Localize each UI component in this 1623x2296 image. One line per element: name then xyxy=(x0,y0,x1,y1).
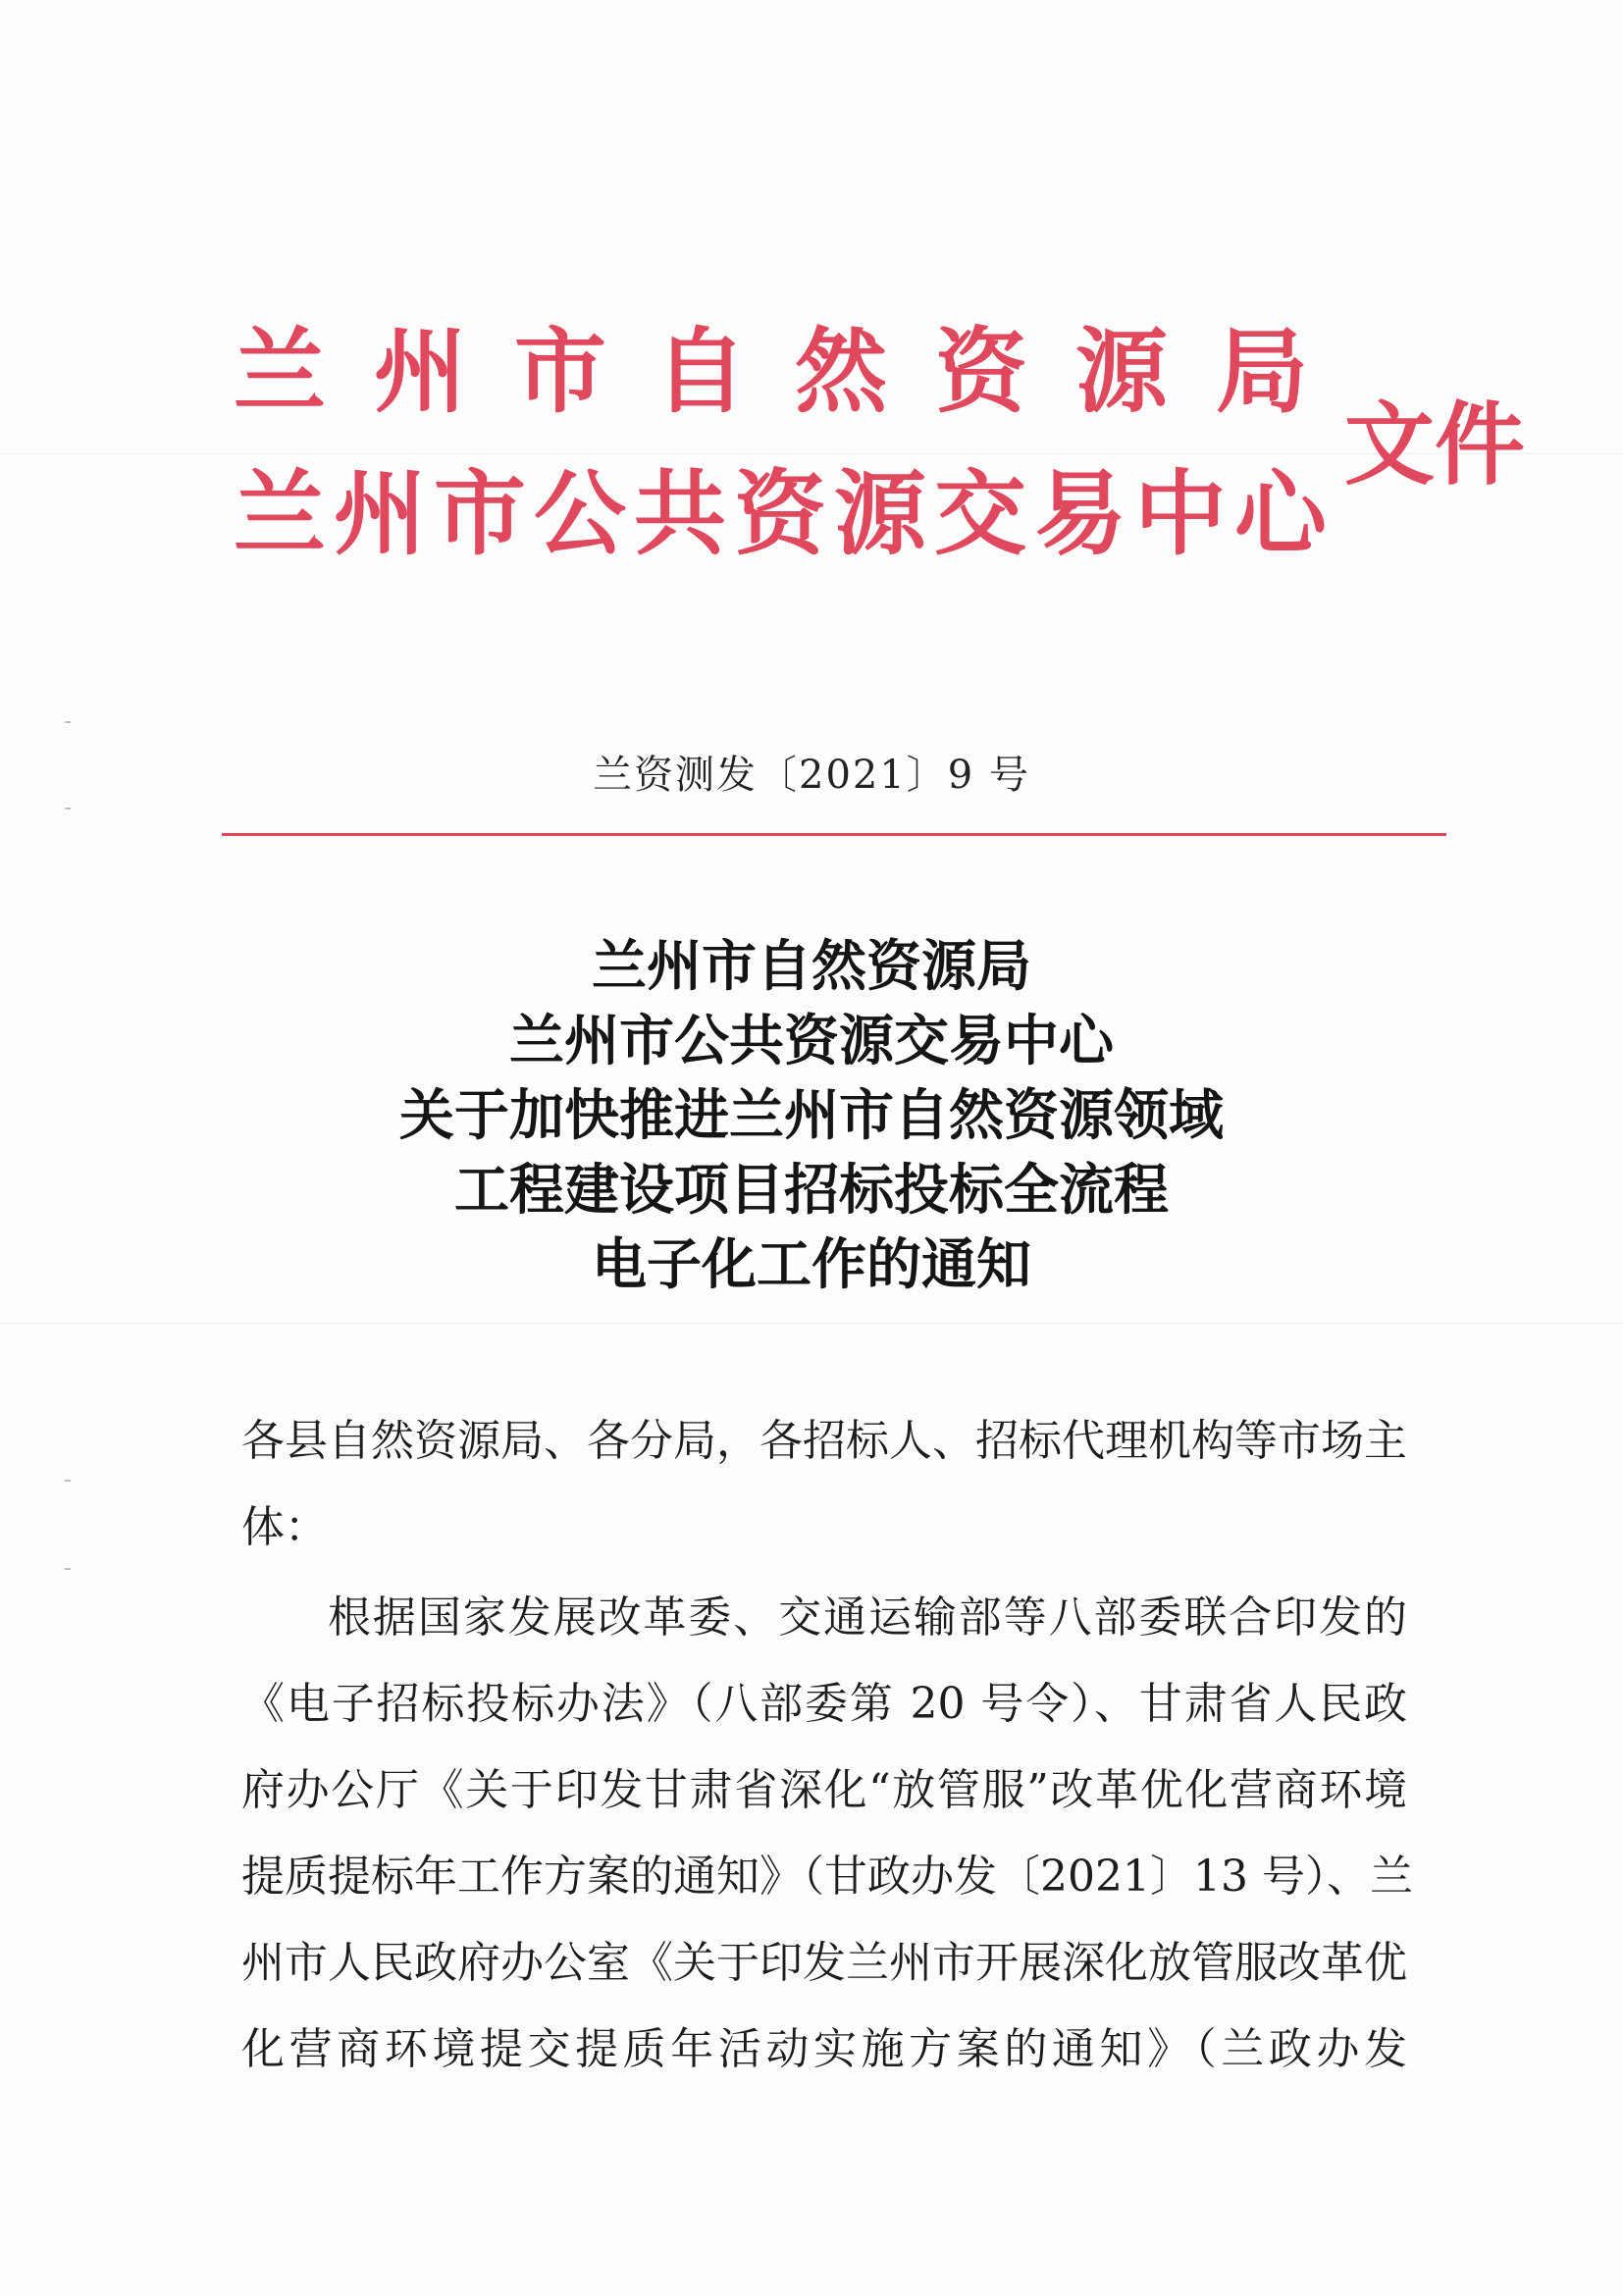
title-line: 关于加快推进兰州市自然资源领域 xyxy=(399,1084,1224,1148)
issuer-line-2: 兰州市公共资源交易中心 xyxy=(234,461,1335,568)
body-paragraph xyxy=(241,1575,1413,2093)
document-title xyxy=(0,930,1623,1303)
paragraph-line: 《电子招标投标办法》（八部委第 20 号令）、甘肃省人民政 xyxy=(241,1679,1407,1729)
title-line: 工程建设项目招标投标全流程 xyxy=(454,1159,1169,1223)
scan-margin-mark xyxy=(65,1568,71,1570)
addressee-line: 各县自然资源局、各分局，各招标人、招标代理机构等市场主 xyxy=(241,1416,1407,1466)
paragraph-line: 府办公厅《关于印发甘肃省深化“放管服”改革优化营商环境 xyxy=(241,1765,1407,1815)
paragraph-line: 根据国家发展改革委、交通运输部等八部委联合印发的 xyxy=(328,1592,1407,1643)
paragraph-line: 提质提标年工作方案的通知》（甘政办发〔2021〕13 号）、兰 xyxy=(241,1852,1413,1902)
title-line: 电子化工作的通知 xyxy=(592,1233,1031,1297)
title-line: 兰州市公共资源交易中心 xyxy=(509,1010,1114,1073)
scan-margin-mark xyxy=(65,721,71,723)
paragraph-line: 化营商环境提交提质年活动实施方案的通知》（兰政办发 xyxy=(241,2024,1407,2074)
addressee xyxy=(241,1398,1407,1485)
issuer-line-1: 兰州市自然资源局 xyxy=(234,319,1357,426)
paragraph-line: 州市人民政府办公室《关于印发兰州市开展深化放管服改革优 xyxy=(241,1938,1407,1988)
addressee-line-end: 体： xyxy=(241,1502,328,1552)
red-separator-rule xyxy=(222,833,1446,836)
title-line: 兰州市自然资源局 xyxy=(592,935,1031,999)
document-number: 兰资测发〔2021〕9 号 xyxy=(593,753,1030,798)
letterhead-suffix: 文件 xyxy=(1344,392,1526,497)
scan-margin-mark xyxy=(65,1480,71,1482)
scan-line xyxy=(0,1323,1623,1324)
scan-margin-mark xyxy=(65,808,71,809)
